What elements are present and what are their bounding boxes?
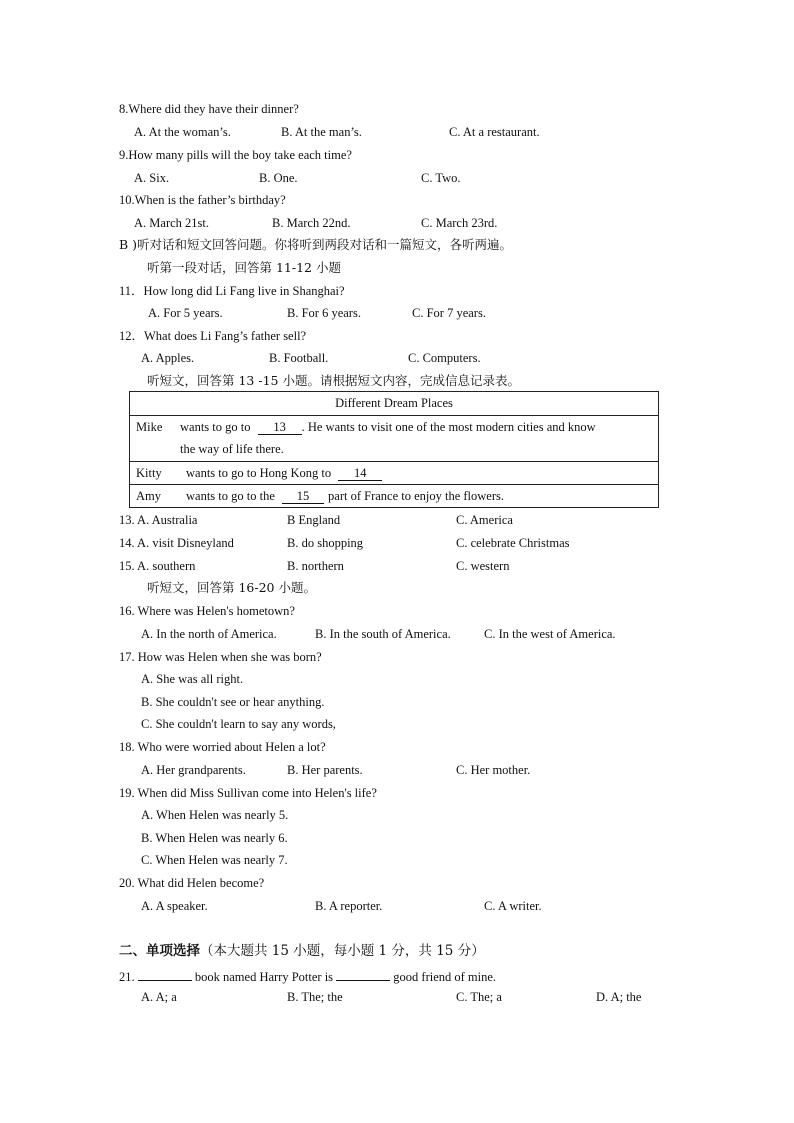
q20-option-a: A. A speaker.	[141, 899, 208, 913]
table-row-kitty	[130, 462, 659, 485]
question-18: 18. Who were worried about Helen a lot?	[119, 740, 326, 754]
table-row	[130, 485, 659, 508]
dialogue-1-instruction: 听第一段对话，回答第 11-12 小题	[147, 260, 341, 275]
q17-option-a: A. She was all right.	[141, 672, 244, 686]
question-16: 16. Where was Helen's hometown?	[119, 604, 295, 618]
section-2-heading	[119, 943, 485, 959]
q21-text-post: good friend of mine.	[393, 970, 497, 984]
q10-option-b: B. March 22nd.	[272, 216, 351, 230]
passage-1-instruction: 听短文，回答第 13 -15 小题。请根据短文内容，完成信息记录表。	[147, 373, 520, 388]
q11-option-c: C. For 7 years.	[412, 306, 486, 320]
q21-option-b: B. The; the	[287, 990, 343, 1004]
row-text-pre: wants to go to Hong Kong to	[186, 466, 332, 480]
q17-option-c: C. She couldn't learn to say any words,	[141, 717, 336, 731]
q11-option-b: B. For 6 years.	[287, 306, 361, 320]
q19-option-b: B. When Helen was nearly 6.	[141, 831, 288, 845]
q15-option-b: B. northern	[287, 559, 344, 573]
q12-option-b: B. Football.	[269, 351, 329, 365]
blank-15: 15	[282, 489, 324, 504]
q20-option-c: C. A writer.	[484, 899, 542, 913]
q17-option-b: B. She couldn't see or hear anything.	[141, 695, 325, 709]
q12-option-c: C. Computers.	[408, 351, 481, 365]
section-2-note: （本大题共 15 小题，每小题 1 分，共 15 分）	[200, 943, 485, 959]
q9-option-c: C. Two.	[421, 171, 461, 185]
q10-option-c: C. March 23rd.	[421, 216, 498, 230]
q15-option-c: C. western	[456, 559, 510, 573]
row-name: Kitty	[136, 466, 162, 480]
q21-option-a: A. A; a	[141, 990, 177, 1004]
question-17: 17. How was Helen when she was born?	[119, 650, 322, 664]
q14-option-b: B. do shopping	[287, 536, 364, 550]
q16-option-c: C. In the west of America.	[484, 627, 616, 641]
q21-text-mid: book named Harry Potter is	[194, 970, 334, 984]
q21-blank-1	[138, 966, 192, 981]
q20-option-b: B. A reporter.	[315, 899, 383, 913]
table-title: Different Dream Places	[130, 392, 659, 416]
q10-option-a: A. March 21st.	[134, 216, 209, 230]
row-text-post: . He wants to visit one of the most modern cities and know	[301, 420, 596, 434]
question-21	[119, 966, 496, 985]
question-10: 10.When is the father’s birthday?	[119, 193, 286, 207]
q13-option-a: 13. A. Australia	[119, 513, 198, 527]
question-11: 11．How long did Li Fang live in Shanghai?	[119, 284, 345, 298]
q8-option-b: B. At the man’s.	[281, 125, 362, 139]
blank-13: 13	[258, 420, 302, 435]
row-text-pre: wants to go to	[180, 420, 251, 434]
table-row	[130, 462, 659, 485]
q16-option-b: B. In the south of America.	[315, 627, 451, 641]
q15-option-a: 15. A. southern	[119, 559, 196, 573]
q21-option-d: D. A; the	[596, 990, 642, 1004]
q18-option-b: B. Her parents.	[287, 763, 363, 777]
q21-number: 21.	[119, 970, 135, 984]
row-name: Mike	[136, 420, 163, 434]
question-19: 19. When did Miss Sullivan come into Helen's life?	[119, 786, 377, 800]
q11-option-a: A. For 5 years.	[148, 306, 223, 320]
table-title-row	[130, 392, 659, 416]
section-2-title: 二、单项选择	[119, 943, 200, 959]
row-text-post: part of France to enjoy the flowers.	[328, 489, 504, 503]
q18-option-c: C. Her mother.	[456, 763, 531, 777]
row-text-line2: the way of life there.	[180, 442, 284, 456]
q13-option-c: C. America	[456, 513, 513, 527]
q12-option-a: A. Apples.	[141, 351, 195, 365]
q19-option-c: C. When Helen was nearly 7.	[141, 853, 288, 867]
q9-option-a: A. Six.	[134, 171, 170, 185]
row-name: Amy	[136, 489, 161, 503]
q8-option-a: A. At the woman’s.	[134, 125, 231, 139]
section-b-instruction: B )听对话和短文回答问题。你将听到两段对话和一篇短文，各听两遍。	[119, 237, 513, 252]
q16-option-a: A. In the north of America.	[141, 627, 277, 641]
q8-option-c: C. At a restaurant.	[449, 125, 540, 139]
table-row	[130, 416, 659, 462]
q14-option-a: 14. A. visit Disneyland	[119, 536, 234, 550]
q18-option-a: A. Her grandparents.	[141, 763, 246, 777]
dream-places-table	[129, 391, 659, 508]
question-12: 12．What does Li Fang’s father sell?	[119, 329, 307, 343]
table-row-mike	[130, 416, 659, 462]
q9-option-b: B. One.	[259, 171, 298, 185]
q13-option-b: B England	[287, 513, 341, 527]
q21-option-c: C. The; a	[456, 990, 502, 1004]
question-20: 20. What did Helen become?	[119, 876, 265, 890]
table-row-amy	[130, 485, 659, 508]
q21-blank-2	[336, 966, 390, 981]
question-9: 9.How many pills will the boy take each time?	[119, 148, 352, 162]
passage-2-instruction: 听短文，回答第 16-20 小题。	[147, 580, 316, 595]
blank-14: 14	[338, 466, 382, 481]
question-8: 8.Where did they have their dinner?	[119, 102, 299, 116]
row-text-pre: wants to go to the	[186, 489, 275, 503]
q19-option-a: A. When Helen was nearly 5.	[141, 808, 289, 822]
q14-option-c: C. celebrate Christmas	[456, 536, 570, 550]
